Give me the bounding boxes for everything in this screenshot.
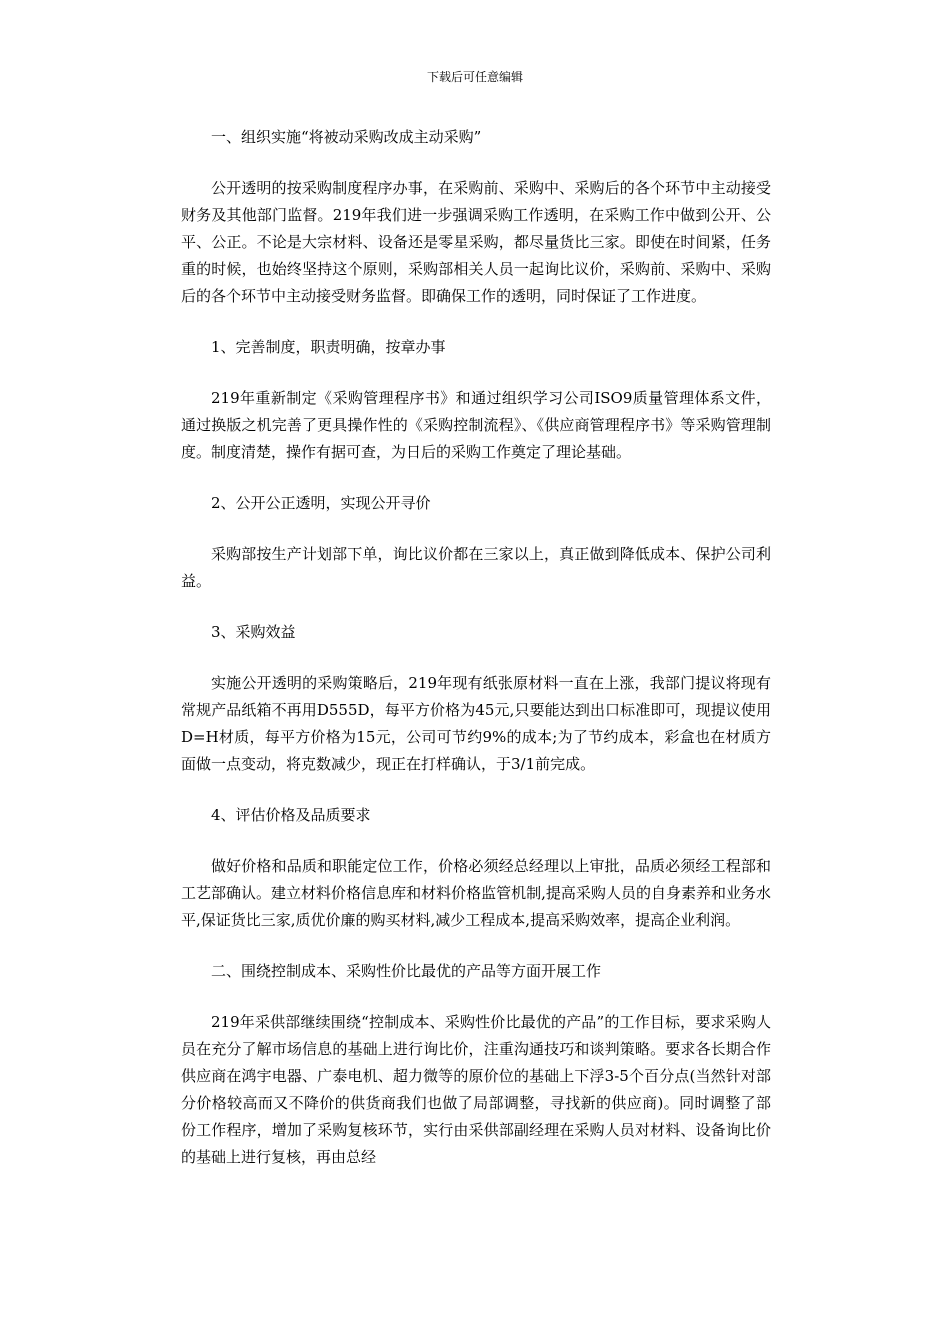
paragraph-1: 公开透明的按采购制度程序办事，在采购前、采购中、采购后的各个环节中主动接受财务及其他部门监督。219年我们进一步强调采购工作透明，在采购工作中做到公开、公平、公正。不论是大宗材料、设备还是零星采购，都尽量货比三家。即使在时间紧，任务重的时候，也始终坚持这个原则，采购部相关人员一起询比议价，采购前、采购中、采购后的各个环节中主动接受财务监督。即确保工作的透明，同时保证了工作进度。 (181, 179, 771, 305)
section-heading-3: 2、公开公正透明，实现公开寻价 (211, 494, 431, 512)
section-heading-6: 二、围绕控制成本、采购性价比最优的产品等方面开展工作 (211, 962, 602, 980)
section-heading-4: 3、采购效益 (211, 623, 296, 641)
paragraph-5: 做好价格和品质和职能定位工作，价格必须经总经理以上审批，品质必须经工程部和工艺部确认。建立材料价格信息库和材料价格监管机制,提高采购人员的自身素养和业务水平,保证货比三家,质优价廉的购买材料,减少工程成本,提高采购效率，提高企业利润。 (181, 857, 771, 929)
paragraph-3: 采购部按生产计划部下单，询比议价都在三家以上，真正做到降低成本、保护公司利益。 (181, 545, 771, 590)
paragraph-4: 实施公开透明的采购策略后，219年现有纸张原材料一直在上涨，我部门提议将现有常规产品纸箱不再用D555D，每平方价格为45元,只要能达到出口标准即可，现提议使用D=H材质，每平方价格为15元，公司可节约9%的成本;为了节约成本，彩盒也在材质方面做一点变动，将克数减少，现正在打样确认，于3/1前完成。 (181, 674, 771, 773)
paragraph-6: 219年采供部继续围绕“控制成本、采购性价比最优的产品”的工作目标，要求采购人员在充分了解市场信息的基础上进行询比价，注重沟通技巧和谈判策略。要求各长期合作供应商在鸿宇电器、广泰电机、超力微等的原价位的基础上下浮3-5个百分点(当然针对部分价格较高而又不降价的供货商我们也做了局部调整，寻找新的供应商)。同时调整了部份工作程序，增加了采购复核环节，实行由采供部副经理在采购人员对材料、设备询比价的基础上进行复核，再由总经 (181, 1013, 771, 1166)
document-body (181, 124, 771, 1171)
header-note: 下载后可任意编辑 (426, 70, 523, 84)
section-heading-2: 1、完善制度，职责明确，按章办事 (211, 338, 446, 356)
paragraph-2: 219年重新制定《采购管理程序书》和通过组织学习公司ISO9质量管理体系文件，通过换版之机完善了更具操作性的《采购控制流程》、《供应商管理程序书》等采购管理制度。制度清楚，操作有据可查，为日后的采购工作奠定了理论基础。 (181, 389, 771, 461)
section-heading-1: 一、组织实施“将被动采购改成主动采购” (211, 128, 482, 146)
section-heading-5: 4、评估价格及品质要求 (211, 806, 371, 824)
